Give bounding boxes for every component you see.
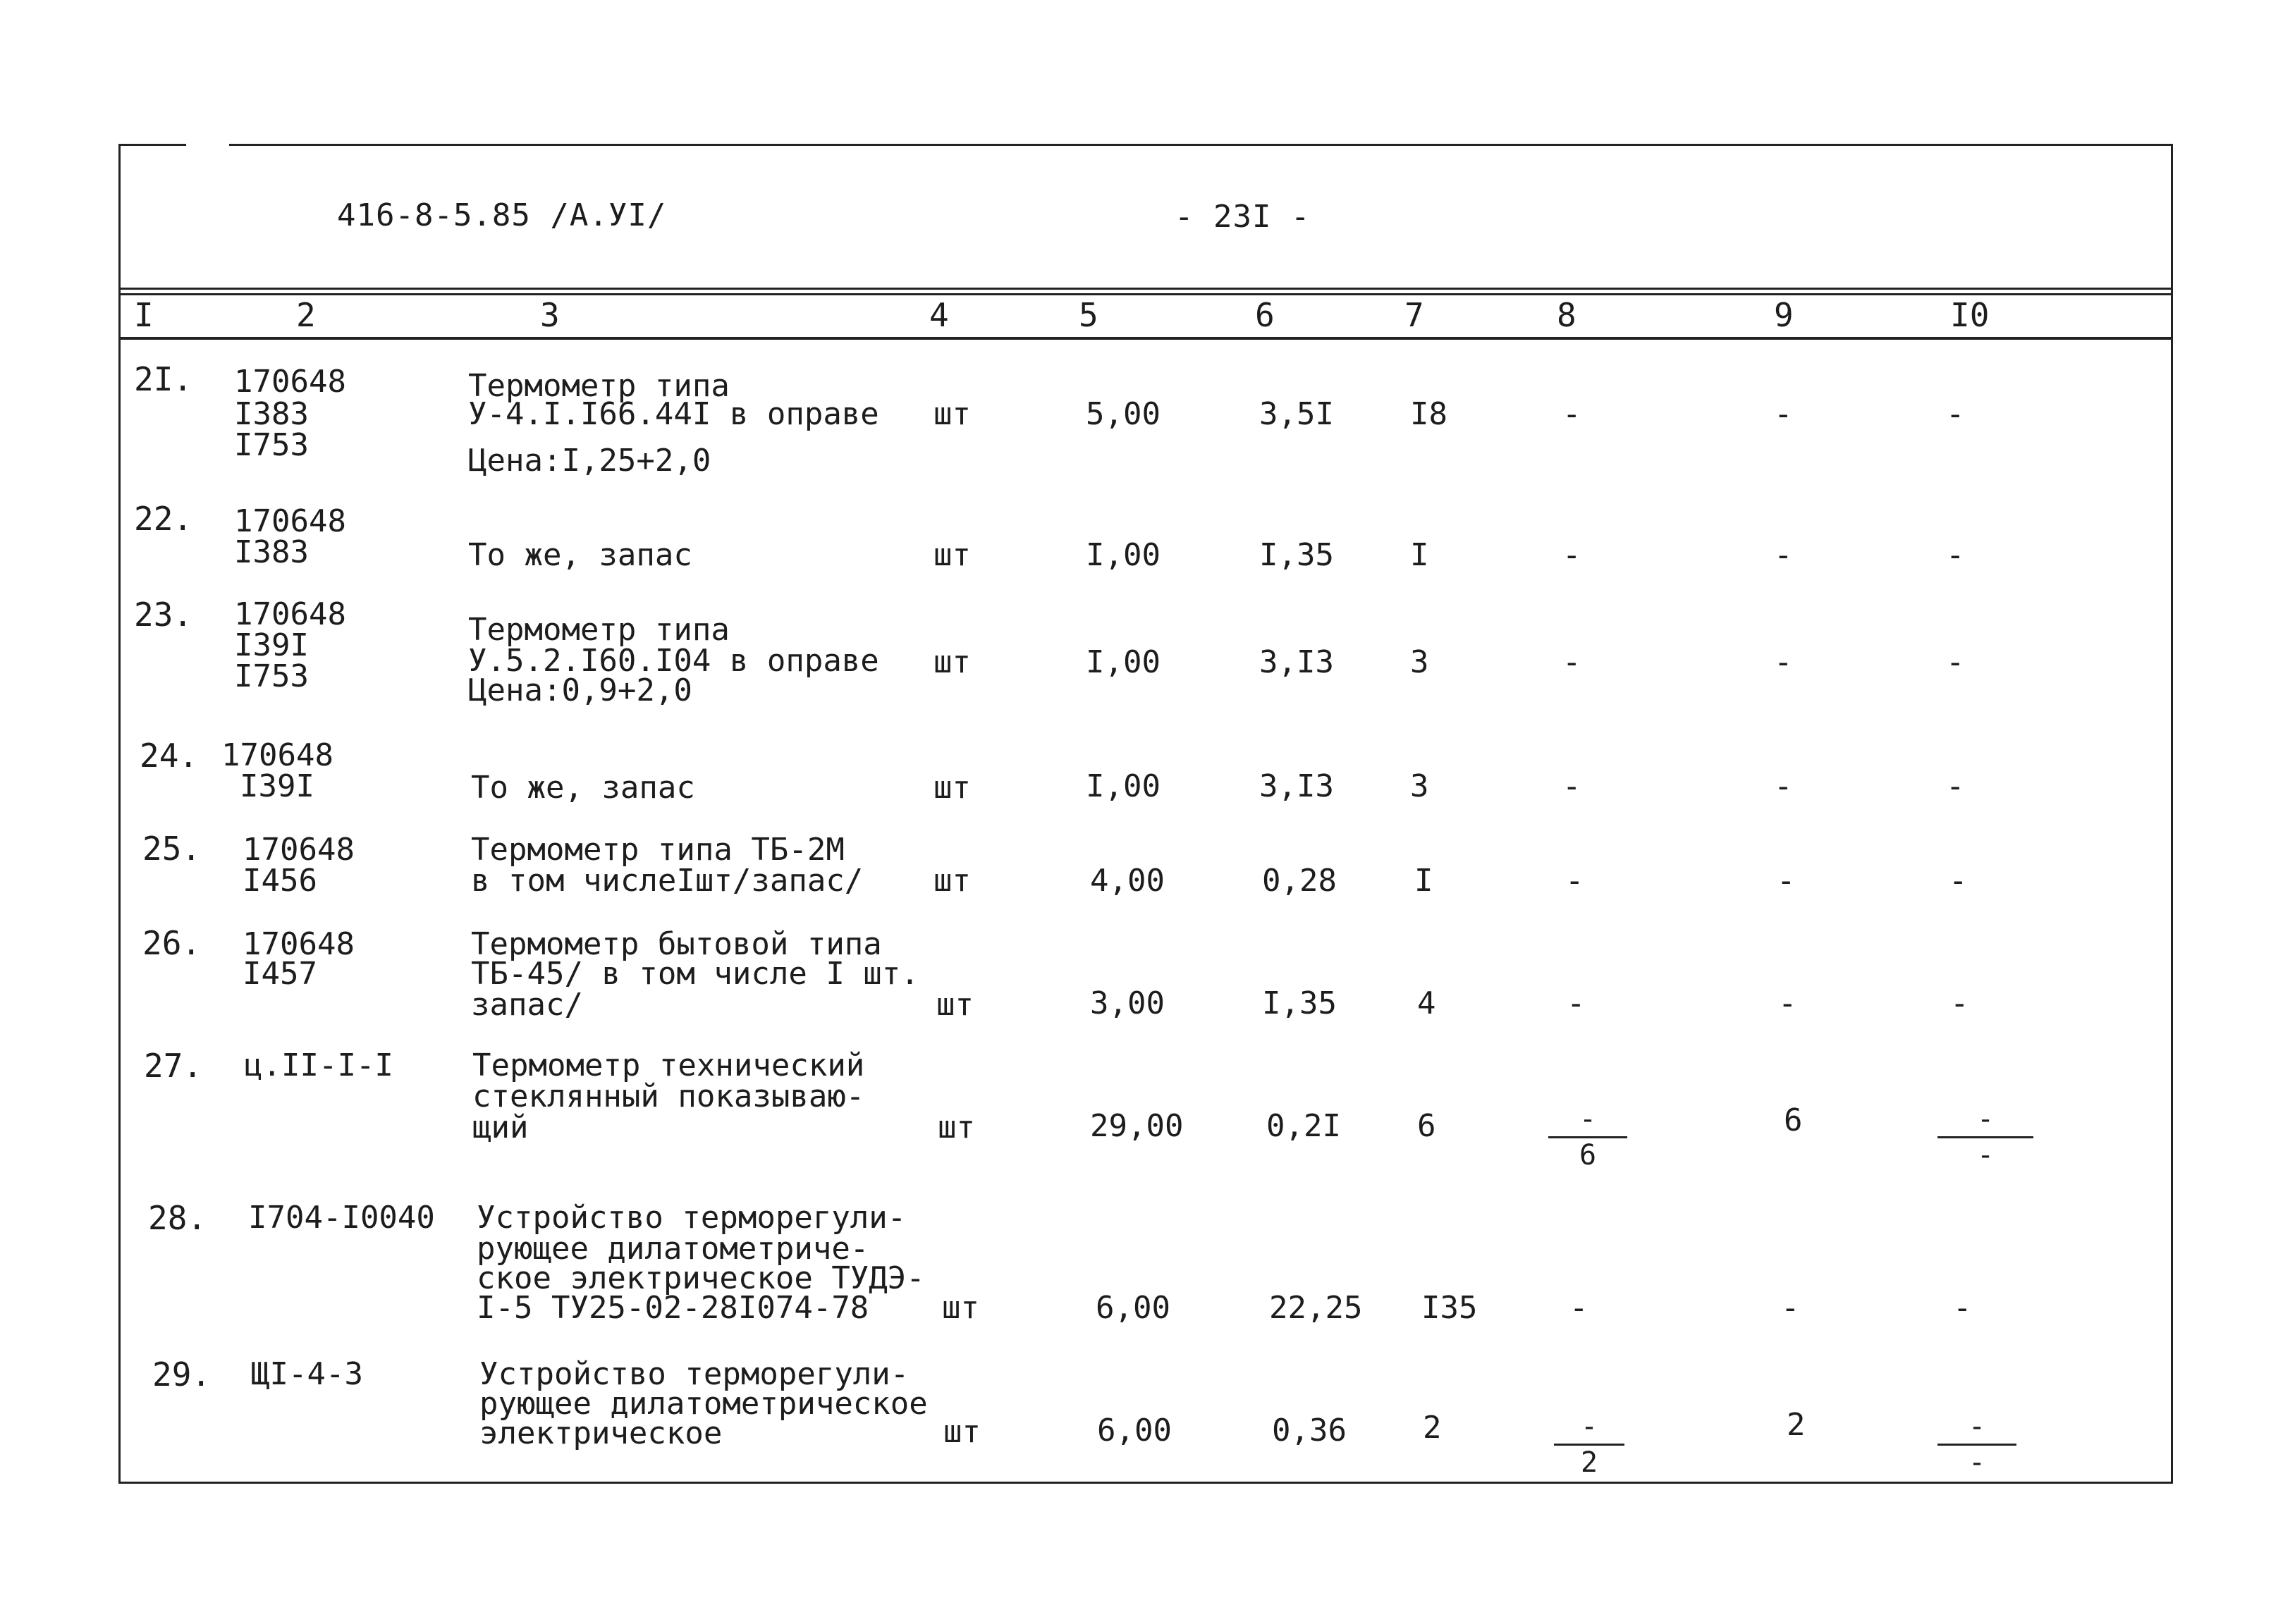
row-desc-1: То же, запас bbox=[468, 537, 692, 573]
row-col6: 3,I3 bbox=[1259, 644, 1334, 680]
row-desc-1: Термометр технический bbox=[472, 1047, 865, 1083]
row-unit: шт bbox=[933, 644, 971, 680]
row-col5: 29,00 bbox=[1090, 1108, 1184, 1144]
row-number: 24. bbox=[140, 737, 199, 775]
row-code-1: 170648 bbox=[221, 737, 333, 773]
fraction-bottom: 6 bbox=[1579, 1139, 1597, 1171]
row-code-2: I456 bbox=[243, 863, 317, 899]
row-code-2: I457 bbox=[243, 956, 317, 992]
page-number: - 23I - bbox=[1175, 199, 1311, 235]
row-col6: I,35 bbox=[1259, 537, 1334, 573]
row-unit: шт bbox=[942, 1290, 979, 1326]
row-col7: 6 bbox=[1417, 1108, 1436, 1144]
colhead-rule bbox=[118, 337, 2171, 340]
row-desc-2: рующее дилатометрическое bbox=[479, 1386, 928, 1422]
row-desc-3: запас/ bbox=[471, 987, 583, 1023]
row-desc-1: Устройство терморегули- bbox=[477, 1200, 907, 1236]
row-col7: 2 bbox=[1423, 1410, 1442, 1446]
row-col9: - bbox=[1777, 863, 1796, 899]
row-unit: шт bbox=[933, 863, 971, 899]
fraction-bar bbox=[1548, 1136, 1627, 1138]
row-number: 25. bbox=[142, 830, 202, 868]
row-col9: 2 bbox=[1787, 1407, 1806, 1443]
row-col6: I,35 bbox=[1262, 985, 1337, 1021]
row-col6: 22,25 bbox=[1269, 1290, 1363, 1326]
col-header-1: I bbox=[134, 296, 154, 334]
row-unit: шт bbox=[933, 537, 971, 573]
row-col5: I,00 bbox=[1086, 768, 1161, 804]
row-col10-fraction bbox=[1937, 1410, 2016, 1479]
row-col7: I35 bbox=[1421, 1290, 1478, 1326]
row-desc-3: Цена:0,9+2,0 bbox=[468, 672, 692, 708]
row-desc-2: У-4.I.I66.44I в оправе bbox=[468, 396, 879, 432]
fraction-top: - bbox=[1968, 1410, 1986, 1443]
fraction-bar bbox=[1937, 1136, 2033, 1138]
row-code-1: 170648 bbox=[234, 364, 346, 400]
row-col10: - bbox=[1946, 537, 1965, 573]
fraction-bottom: - bbox=[1976, 1139, 1995, 1171]
col-header-10: I0 bbox=[1950, 296, 1990, 334]
row-col8: - bbox=[1562, 644, 1581, 680]
row-col5: 6,00 bbox=[1097, 1413, 1172, 1448]
fraction-bottom: 2 bbox=[1580, 1446, 1598, 1479]
row-code-1: 170648 bbox=[243, 926, 355, 962]
row-number: 2I. bbox=[134, 360, 193, 398]
row-col8: - bbox=[1565, 863, 1584, 899]
row-col9: - bbox=[1781, 1290, 1800, 1326]
row-desc-2: У.5.2.I60.I04 в оправе bbox=[468, 643, 879, 679]
row-col7: 3 bbox=[1410, 768, 1429, 804]
row-col5: 4,00 bbox=[1090, 863, 1165, 899]
row-col9: - bbox=[1774, 537, 1793, 573]
row-code-2: I39I bbox=[240, 768, 314, 804]
row-col8: - bbox=[1562, 768, 1581, 804]
row-unit: шт bbox=[938, 1109, 975, 1145]
fraction-bottom: - bbox=[1968, 1446, 1986, 1479]
fraction-top: - bbox=[1579, 1103, 1597, 1136]
col-header-9: 9 bbox=[1774, 296, 1794, 334]
page-frame bbox=[118, 144, 2173, 1484]
row-number: 29. bbox=[152, 1355, 212, 1394]
row-col9: - bbox=[1774, 768, 1793, 804]
row-code-2: I383 bbox=[234, 396, 309, 432]
row-desc-4: I-5 ТУ25-02-28I074-78 bbox=[477, 1290, 869, 1326]
document-code: 416-8-5.85 /А.УI/ bbox=[337, 197, 667, 233]
row-col8-fraction bbox=[1554, 1410, 1624, 1479]
row-code-1: 170648 bbox=[243, 832, 355, 868]
row-code-3: I753 bbox=[234, 658, 309, 694]
row-desc-3: электрическое bbox=[479, 1415, 723, 1451]
row-col5: I,00 bbox=[1086, 537, 1161, 573]
fraction-top: - bbox=[1976, 1103, 1995, 1136]
row-code-1: 170648 bbox=[234, 503, 346, 539]
row-col5: I,00 bbox=[1086, 644, 1161, 680]
row-col8: - bbox=[1562, 537, 1581, 573]
row-col10: - bbox=[1946, 644, 1965, 680]
col-header-2: 2 bbox=[296, 296, 316, 334]
row-col7: 4 bbox=[1417, 985, 1436, 1021]
fraction-bar bbox=[1937, 1444, 2016, 1446]
col-header-5: 5 bbox=[1079, 296, 1098, 334]
row-desc-2: ТБ-45/ в том числе I шт. bbox=[471, 956, 919, 992]
row-number: 26. bbox=[142, 924, 202, 962]
row-unit: шт bbox=[936, 987, 974, 1023]
row-code-2: I39I bbox=[234, 627, 309, 663]
row-desc-1: Устройство терморегули- bbox=[479, 1356, 910, 1392]
row-code-1: ЩI-4-3 bbox=[251, 1356, 363, 1392]
row-number: 23. bbox=[134, 596, 193, 634]
row-col9: - bbox=[1774, 644, 1793, 680]
row-code-1: ц.II-I-I bbox=[244, 1047, 393, 1083]
row-desc-1: Термометр типа bbox=[468, 368, 730, 404]
row-col9: - bbox=[1774, 396, 1793, 432]
row-note: Цена:I,25+2,0 bbox=[468, 443, 711, 479]
row-number: 28. bbox=[148, 1199, 207, 1237]
row-desc-1: Термометр типа ТБ-2М bbox=[471, 832, 845, 868]
row-col10: - bbox=[1953, 1290, 1972, 1326]
row-desc-1: То же, запас bbox=[471, 770, 695, 806]
col-header-4: 4 bbox=[929, 296, 949, 334]
row-col7: I bbox=[1410, 537, 1429, 573]
row-col9: - bbox=[1778, 985, 1797, 1021]
col-header-6: 6 bbox=[1255, 296, 1275, 334]
row-col5: 6,00 bbox=[1096, 1290, 1170, 1326]
row-number: 27. bbox=[144, 1047, 203, 1085]
row-col6: 3,5I bbox=[1259, 396, 1334, 432]
row-col6: 3,I3 bbox=[1259, 768, 1334, 804]
row-col8: - bbox=[1562, 396, 1581, 432]
row-code-3: I753 bbox=[234, 427, 309, 463]
row-desc-2: в том числеIшт/запас/ bbox=[471, 863, 864, 899]
row-col10-fraction bbox=[1937, 1105, 2033, 1169]
row-col6: 0,28 bbox=[1262, 863, 1337, 899]
col-header-8: 8 bbox=[1557, 296, 1576, 334]
row-desc-3: ское электрическое ТУДЭ- bbox=[477, 1260, 925, 1296]
row-code-1: 170648 bbox=[234, 596, 346, 632]
row-desc-1: Термометр бытовой типа bbox=[471, 926, 882, 962]
row-code-1: I704-I0040 bbox=[248, 1200, 435, 1236]
row-col6: 0,2I bbox=[1266, 1108, 1341, 1144]
row-col7: I bbox=[1414, 863, 1433, 899]
row-col5: 5,00 bbox=[1086, 396, 1161, 432]
row-code-2: I383 bbox=[234, 534, 309, 570]
col-header-3: 3 bbox=[540, 296, 560, 334]
row-col8: - bbox=[1569, 1290, 1588, 1326]
row-desc-3: щий bbox=[472, 1109, 529, 1145]
row-col6: 0,36 bbox=[1272, 1413, 1347, 1448]
row-desc-2: стеклянный показываю- bbox=[472, 1078, 865, 1114]
row-col10: - bbox=[1946, 768, 1965, 804]
fraction-top: - bbox=[1580, 1410, 1598, 1443]
row-col10: - bbox=[1949, 863, 1968, 899]
row-col7: 3 bbox=[1410, 644, 1429, 680]
row-col5: 3,00 bbox=[1090, 985, 1165, 1021]
row-col7: I8 bbox=[1410, 396, 1447, 432]
row-col8: - bbox=[1567, 985, 1586, 1021]
row-number: 22. bbox=[134, 500, 193, 538]
row-col8-fraction bbox=[1548, 1105, 1627, 1169]
row-col10: - bbox=[1950, 985, 1969, 1021]
row-unit: шт bbox=[943, 1414, 981, 1450]
row-desc-2: рующее дилатометриче- bbox=[477, 1231, 869, 1267]
row-col9: 6 bbox=[1784, 1102, 1803, 1138]
header-rule-2 bbox=[118, 293, 2171, 295]
row-unit: шт bbox=[933, 770, 971, 806]
fraction-bar bbox=[1554, 1444, 1624, 1446]
col-header-7: 7 bbox=[1404, 296, 1424, 334]
row-unit: шт bbox=[933, 396, 971, 432]
header-rule-1 bbox=[118, 288, 2171, 290]
row-col10: - bbox=[1946, 396, 1965, 432]
row-desc-1: Термометр типа bbox=[468, 612, 730, 648]
